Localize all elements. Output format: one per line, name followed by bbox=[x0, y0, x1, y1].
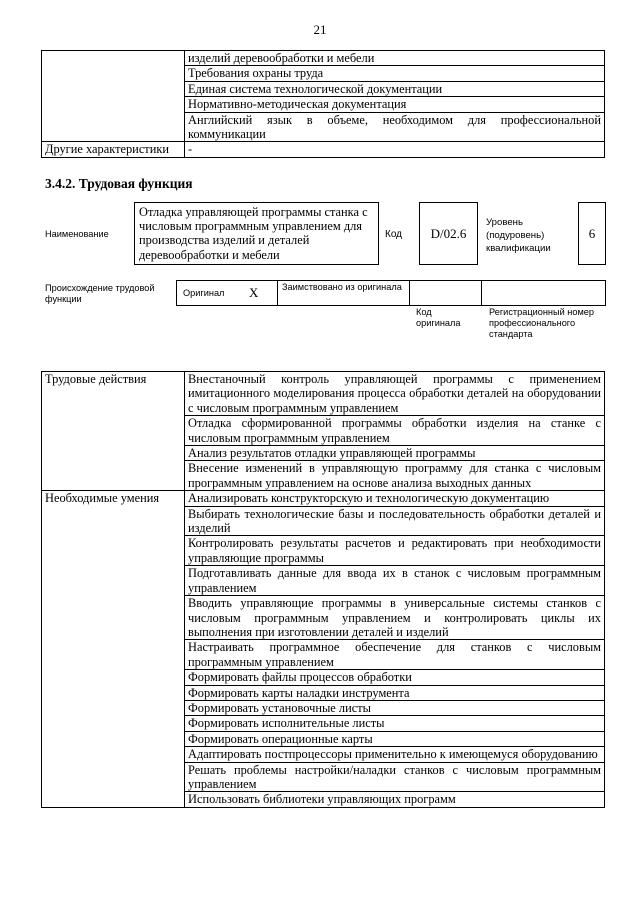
code-label: Код bbox=[385, 229, 403, 240]
original-mark: X bbox=[249, 285, 259, 300]
table-cell: Адаптировать постпроцессоры применительно к имеющемуся оборудованию bbox=[185, 747, 605, 762]
table-row bbox=[42, 491, 605, 506]
table-cell: Выбирать технологические базы и последовательность обработки деталей и изделий bbox=[185, 506, 605, 536]
table-cell: Внесение изменений в управляющую программу для станка с числовым программным управлением на основе анализа выходных данных bbox=[185, 461, 605, 491]
borrowed-cell bbox=[277, 281, 410, 305]
page-number: 21 bbox=[313, 22, 327, 37]
original-cell bbox=[177, 281, 278, 305]
table-cell: Решать проблемы настройки/наладки станков с числовым программным управлением bbox=[185, 762, 605, 792]
table-cell: Анализировать конструкторскую и технологическую документацию bbox=[185, 491, 605, 506]
group-label: Трудовые действия bbox=[42, 372, 185, 491]
labor-actions-table bbox=[41, 371, 605, 808]
name-label: Наименование bbox=[45, 229, 109, 239]
table-cell: Внестаночный контроль управляющей программы с применением имитационного моделирования процесса обработки деталей на оборудовании с числовым программным управлением bbox=[185, 372, 605, 416]
table-cell: Формировать карты наладки инструмента bbox=[185, 685, 605, 700]
function-name-box: Отладка управляющей программы станка с числовым программным управлением для производства изделий и деталей деревообработки и мебели bbox=[134, 202, 379, 265]
origin-label: Происхождение трудовой функции bbox=[45, 283, 155, 304]
table-cell: Вводить управляющие программы в универсальные системы станков с числовым программным управлением и контролировать циклы их выполнения при изготовлении деталей и изделий bbox=[185, 596, 605, 640]
table-cell: Формировать установочные листы bbox=[185, 700, 605, 715]
code-original-cell bbox=[409, 281, 482, 305]
section-heading: 3.4.2. Трудовая функция bbox=[45, 176, 193, 191]
reg-number-label: Регистрационный номер профессионального стандарта bbox=[489, 307, 594, 339]
table-cell: Нормативно-методическая документация bbox=[185, 97, 605, 112]
table-cell: Единая система технологической документации bbox=[185, 81, 605, 96]
table-row bbox=[42, 51, 605, 66]
table-row bbox=[42, 142, 605, 157]
level-box: 6 bbox=[578, 202, 606, 265]
table-cell: Отладка сформированной программы обработки изделия на станке с числовым программным управлением bbox=[185, 416, 605, 446]
knowledge-table-continued bbox=[41, 50, 605, 158]
code-original-label: Код оригинала bbox=[416, 307, 461, 328]
table-cell: Английский язык в объеме, необходимом для профессиональной коммуникации bbox=[185, 112, 605, 142]
table-cell: Формировать файлы процессов обработки bbox=[185, 670, 605, 685]
reg-number-cell bbox=[481, 281, 605, 305]
group-label: Необходимые умения bbox=[42, 491, 185, 808]
table-cell: Использовать библиотеки управляющих программ bbox=[185, 792, 605, 807]
table-cell: изделий деревообработки и мебели bbox=[185, 51, 605, 66]
table-cell: Подготавливать данные для ввода их в станок с числовым программным управлением bbox=[185, 566, 605, 596]
original-label: Оригинал bbox=[183, 288, 225, 298]
table-row bbox=[42, 372, 605, 416]
table-cell: Настраивать программное обеспечение для станков с числовым программным управлением bbox=[185, 640, 605, 670]
table-cell: Анализ результатов отладки управляющей программы bbox=[185, 446, 605, 461]
origin-row bbox=[176, 280, 606, 306]
table-cell: - bbox=[185, 142, 605, 157]
row-label: Другие характеристики bbox=[42, 142, 185, 157]
code-box: D/02.6 bbox=[419, 202, 478, 265]
table-cell-empty bbox=[42, 51, 185, 142]
table-cell: Формировать операционные карты bbox=[185, 731, 605, 746]
borrowed-label: Заимствовано из оригинала bbox=[282, 282, 402, 292]
table-cell: Контролировать результаты расчетов и редактировать при необходимости управляющие программы bbox=[185, 536, 605, 566]
level-label: Уровень (подуровень) квалификации bbox=[486, 217, 551, 254]
table-cell: Формировать исполнительные листы bbox=[185, 716, 605, 731]
table-cell: Требования охраны труда bbox=[185, 66, 605, 81]
